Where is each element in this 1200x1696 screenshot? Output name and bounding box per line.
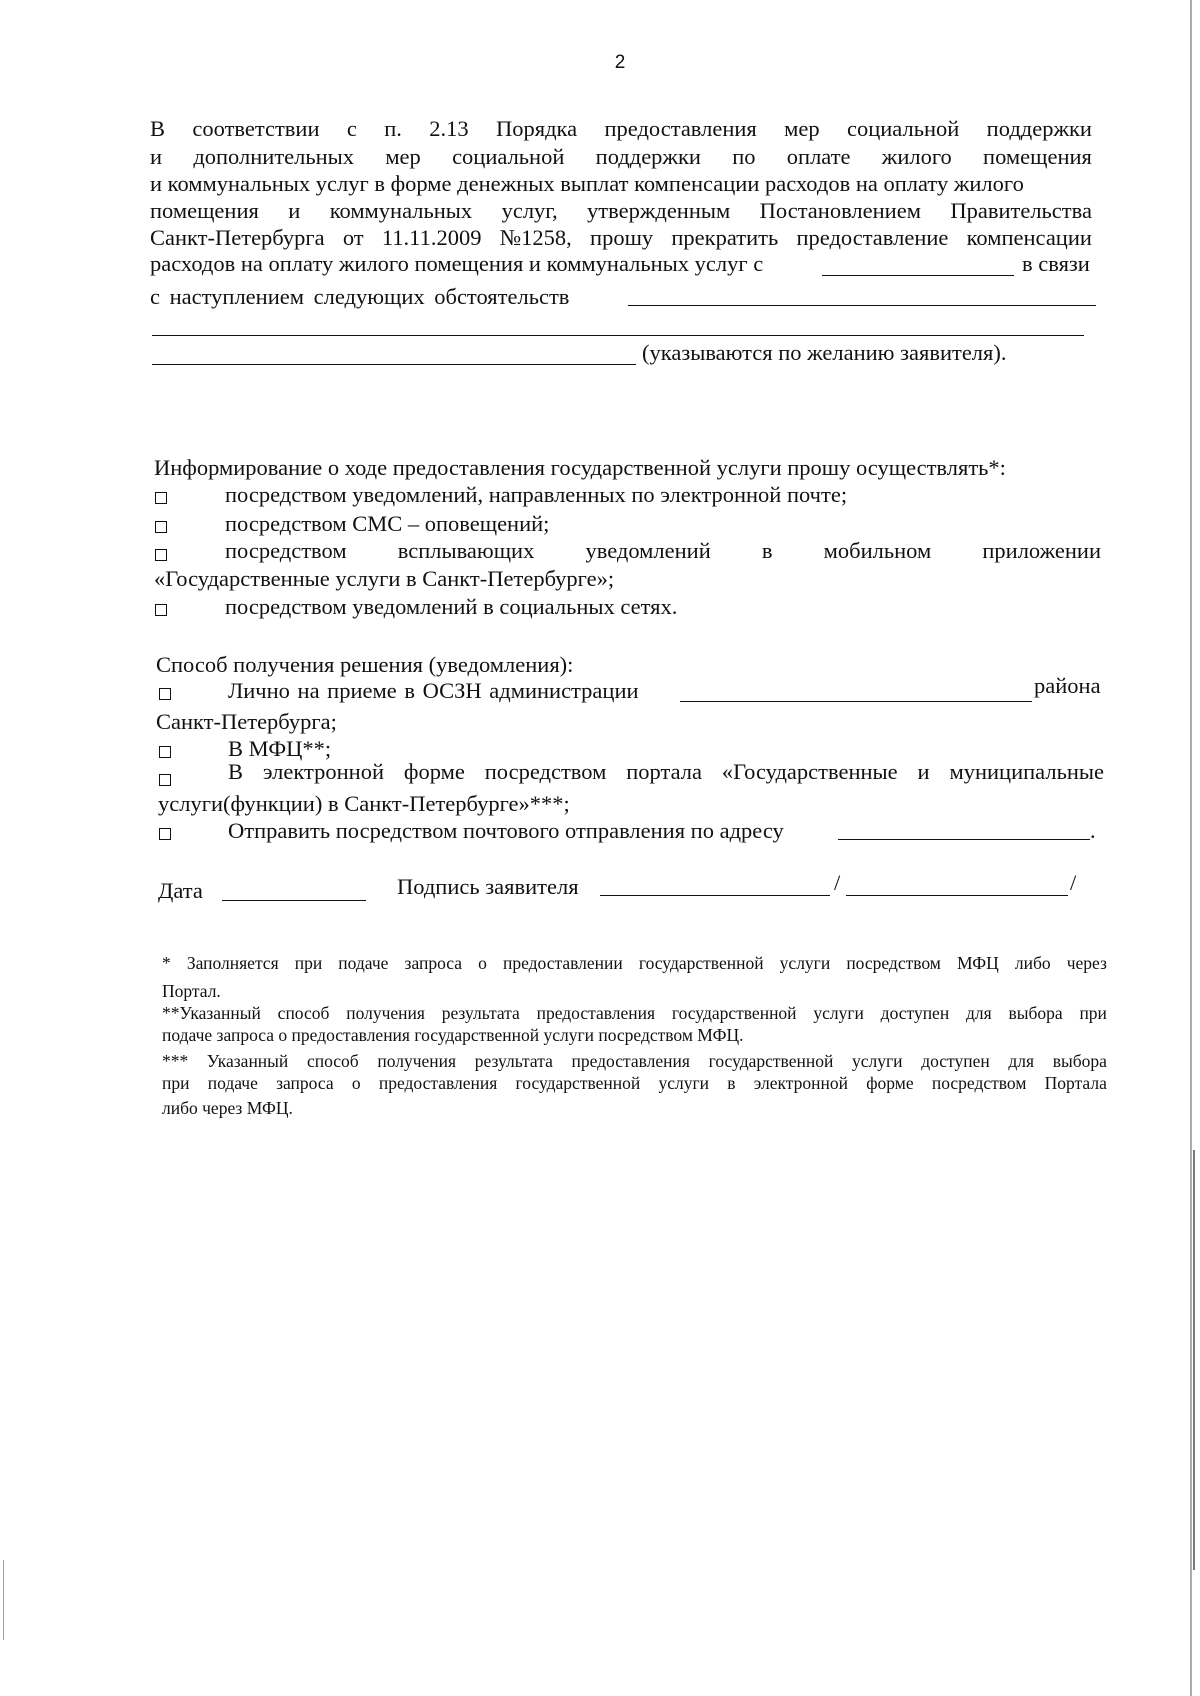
word: 2.13 bbox=[429, 116, 469, 141]
word: МФЦ bbox=[956, 953, 999, 973]
word: Правительства bbox=[950, 198, 1092, 223]
checkbox-sms[interactable] bbox=[155, 521, 167, 533]
footnote-1 bbox=[162, 955, 1107, 973]
word: при bbox=[294, 953, 323, 973]
inform-option-social: посредством уведомлений в социальных сетях. bbox=[225, 594, 678, 619]
word: В bbox=[228, 759, 244, 784]
footnote-2-cont: подаче запроса о предоставления государственной услуги посредством МФЦ. bbox=[162, 1025, 744, 1045]
word: о bbox=[351, 1073, 361, 1093]
word: Порядка bbox=[496, 116, 578, 141]
method-option-portal bbox=[228, 761, 1104, 784]
checkbox-push[interactable] bbox=[155, 549, 167, 561]
word: Санкт-Петербурга bbox=[150, 225, 325, 250]
word: услуги bbox=[813, 1003, 864, 1023]
signature-field[interactable] bbox=[600, 895, 830, 896]
scan-left-mark bbox=[3, 1560, 4, 1640]
intro-line-6-tail: в связи bbox=[1022, 251, 1090, 276]
footnote-3-cont: либо через МФЦ. bbox=[162, 1098, 293, 1118]
word: при bbox=[1079, 1003, 1107, 1023]
word: Указанный bbox=[206, 1051, 289, 1071]
word: В bbox=[150, 116, 166, 141]
checkbox-post[interactable] bbox=[159, 828, 171, 840]
word: для bbox=[1008, 1051, 1035, 1071]
word: Портала bbox=[1044, 1073, 1107, 1093]
signature-label: Подпись заявителя bbox=[397, 874, 579, 899]
circumstances-field-1[interactable] bbox=[628, 305, 1096, 306]
word: с bbox=[346, 116, 357, 141]
footnote-2 bbox=[162, 1005, 1107, 1023]
word: доступен bbox=[880, 1003, 950, 1023]
word: поддержки bbox=[986, 116, 1092, 141]
inform-option-push-cont: «Государственные услуги в Санкт-Петербурге»; bbox=[154, 566, 615, 591]
word: электронной bbox=[262, 759, 384, 784]
word: предоставления bbox=[571, 1051, 690, 1071]
word: компенсации bbox=[966, 225, 1092, 250]
word: электронной bbox=[753, 1073, 848, 1093]
circumstances-field-2[interactable] bbox=[152, 335, 1084, 336]
word: предоставления bbox=[378, 1073, 498, 1093]
word: выбора bbox=[1052, 1051, 1107, 1071]
word: результата bbox=[474, 1051, 553, 1071]
word: Заполняется bbox=[186, 953, 279, 973]
word: жилого bbox=[881, 144, 952, 169]
intro-line-7: с наступлением следующих обстоятельств bbox=[150, 284, 570, 309]
word: государственной bbox=[708, 1051, 834, 1071]
method-heading: Способ получения решения (уведомления): bbox=[156, 652, 574, 677]
intro-line-1 bbox=[150, 118, 1092, 141]
word: прекратить bbox=[671, 225, 779, 250]
checkbox-portal[interactable] bbox=[159, 774, 171, 786]
word: результата bbox=[441, 1003, 520, 1023]
inform-heading: Информирование о ходе предоставления государственной услуги прошу осуществлять*: bbox=[154, 455, 1006, 480]
word: от bbox=[342, 225, 364, 250]
word: доступен bbox=[921, 1051, 990, 1071]
word: запроса bbox=[404, 953, 463, 973]
word: предоставлении bbox=[502, 953, 623, 973]
word: услуги bbox=[852, 1051, 903, 1071]
word: услуг, bbox=[501, 198, 558, 223]
signature-slash-1: / bbox=[834, 870, 841, 895]
intro-line-2 bbox=[150, 146, 1092, 169]
word: и bbox=[288, 198, 301, 223]
word: посредством bbox=[484, 759, 607, 784]
word: предоставления bbox=[536, 1003, 656, 1023]
word: в bbox=[761, 538, 773, 563]
word: для bbox=[965, 1003, 992, 1023]
word: уведомлений bbox=[585, 538, 711, 563]
word: посредством bbox=[225, 538, 347, 563]
word: *** bbox=[162, 1051, 189, 1071]
word: посредством bbox=[846, 953, 941, 973]
word: утвержденным bbox=[587, 198, 731, 223]
word: и bbox=[917, 759, 930, 784]
scan-edge-shadow-dark bbox=[1193, 1150, 1195, 1570]
inform-option-sms: посредством СМС – оповещений; bbox=[225, 511, 550, 536]
method-option-in-person-cont: Санкт-Петербурга; bbox=[156, 709, 337, 734]
signature-slash-2: / bbox=[1070, 870, 1077, 895]
scan-edge-shadow bbox=[1190, 0, 1192, 1696]
word: предоставления bbox=[604, 116, 757, 141]
word: в bbox=[727, 1073, 736, 1093]
inform-option-push bbox=[225, 540, 1101, 563]
word: услуги bbox=[779, 953, 831, 973]
word: «Государственные bbox=[721, 759, 898, 784]
intro-line-6-text: расходов на оплату жилого помещения и коммунальных услуг с bbox=[150, 251, 764, 276]
word: поддержки bbox=[595, 144, 701, 169]
optional-note: (указываются по желанию заявителя). bbox=[642, 340, 1007, 365]
method-option-post: Отправить посредством почтового отправления по адресу bbox=[228, 818, 784, 843]
checkbox-email[interactable] bbox=[155, 492, 167, 504]
method-option-in-person: Лично на приеме в ОСЗН администрации bbox=[228, 678, 639, 703]
word: мер bbox=[385, 144, 421, 169]
word: подаче bbox=[338, 953, 389, 973]
intro-line-6 bbox=[150, 253, 763, 276]
word: оплате bbox=[786, 144, 851, 169]
word: **Указанный bbox=[162, 1003, 261, 1023]
word: приложении bbox=[982, 538, 1101, 563]
word: либо bbox=[1014, 953, 1051, 973]
word: п. bbox=[384, 116, 402, 141]
inform-option-email: посредством уведомлений, направленных по электронной почте; bbox=[225, 482, 848, 507]
word: портала bbox=[626, 759, 702, 784]
word: способ bbox=[277, 1003, 330, 1023]
postal-address-field[interactable] bbox=[838, 839, 1090, 840]
word: государственной bbox=[638, 953, 764, 973]
checkbox-social[interactable] bbox=[155, 604, 167, 616]
word: получения bbox=[377, 1051, 457, 1071]
district-field[interactable] bbox=[680, 701, 1032, 702]
word: * bbox=[162, 953, 171, 973]
footnote-3-line-2 bbox=[162, 1075, 1107, 1093]
date-field[interactable] bbox=[222, 900, 366, 901]
word: 11.11.2009 bbox=[381, 225, 482, 250]
word: муниципальные bbox=[949, 759, 1104, 784]
word: государственной bbox=[671, 1003, 797, 1023]
word: через bbox=[1066, 953, 1107, 973]
method-option-portal-cont: услуги(функции) в Санкт-Петербурге»***; bbox=[158, 791, 570, 816]
stop-date-field[interactable] bbox=[822, 275, 1014, 276]
method-option-in-person-tail: района bbox=[1034, 673, 1101, 698]
word: предоставление bbox=[796, 225, 949, 250]
word: запроса bbox=[276, 1073, 334, 1093]
word: №1258, bbox=[499, 225, 572, 250]
checkbox-in-person[interactable] bbox=[159, 688, 171, 700]
word: форме bbox=[403, 759, 465, 784]
intro-line-5 bbox=[150, 227, 1092, 250]
word: Постановлением bbox=[759, 198, 921, 223]
word: получения bbox=[346, 1003, 425, 1023]
word: социальной bbox=[846, 116, 960, 141]
word: коммунальных bbox=[329, 198, 473, 223]
footnote-3 bbox=[162, 1053, 1107, 1071]
intro-line-3: и коммунальных услуг в форме денежных выплат компенсации расходов на оплату жилого bbox=[150, 171, 1024, 196]
word: способ bbox=[306, 1051, 359, 1071]
footnote-1-cont: Портал. bbox=[162, 981, 221, 1001]
word: по bbox=[732, 144, 756, 169]
word: государственной bbox=[515, 1073, 641, 1093]
word: помещения bbox=[150, 198, 259, 223]
word: услуги bbox=[658, 1073, 710, 1093]
checkbox-mfc[interactable] bbox=[159, 746, 171, 758]
word: форме bbox=[866, 1073, 914, 1093]
word: и bbox=[150, 144, 163, 169]
word: мер bbox=[784, 116, 820, 141]
method-option-mfc: В МФЦ**; bbox=[228, 736, 332, 761]
page-number: 2 bbox=[614, 52, 626, 73]
word: посредством bbox=[931, 1073, 1027, 1093]
circumstances-field-3[interactable] bbox=[152, 364, 636, 365]
intro-line-4 bbox=[150, 200, 1092, 223]
word: соответствии bbox=[192, 116, 320, 141]
signature-name-field[interactable] bbox=[846, 895, 1068, 896]
word: социальной bbox=[452, 144, 565, 169]
word: мобильном bbox=[823, 538, 932, 563]
date-label: Дата bbox=[158, 878, 203, 903]
word: прошу bbox=[590, 225, 654, 250]
word: при bbox=[162, 1073, 190, 1093]
method-option-post-tail: . bbox=[1090, 818, 1096, 843]
word: выбора bbox=[1008, 1003, 1063, 1023]
word: всплывающих bbox=[397, 538, 535, 563]
word: помещения bbox=[983, 144, 1092, 169]
word: о bbox=[478, 953, 487, 973]
word: дополнительных bbox=[193, 144, 355, 169]
word: подаче bbox=[207, 1073, 258, 1093]
